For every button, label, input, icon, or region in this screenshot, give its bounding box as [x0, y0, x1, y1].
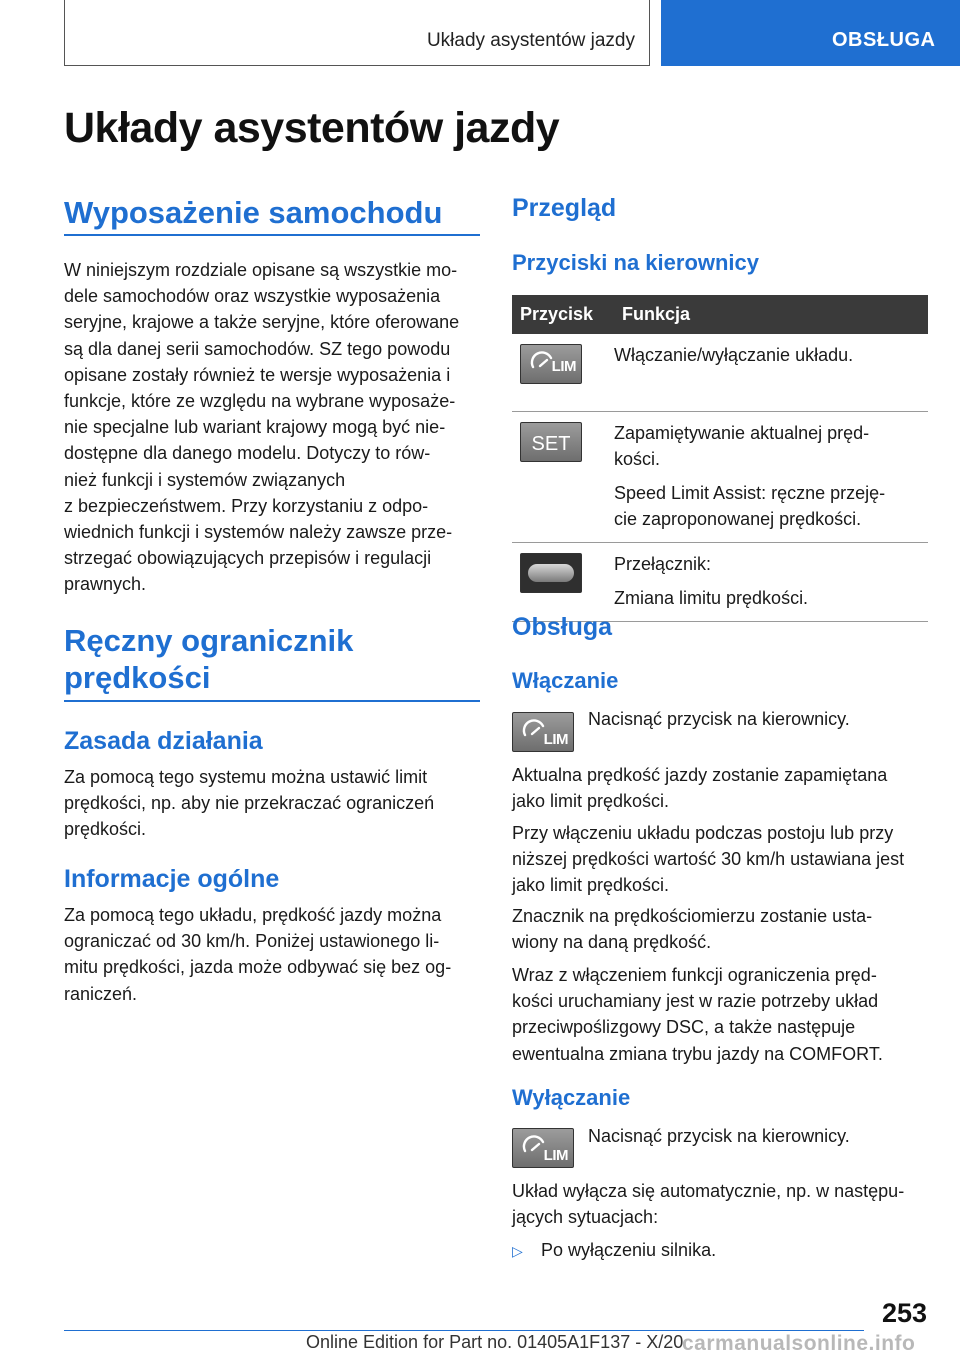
header-section-title: Układy asystentów jazdy [426, 30, 635, 51]
off-instruction: Nacisnąć przycisk na kierownicy. [588, 1126, 850, 1146]
off-heading: Wyłączanie [512, 1085, 631, 1110]
limiter-rule [64, 700, 480, 702]
lim-label: LIM [551, 358, 576, 375]
on-paragraph-3: Znacznik na prędkościomierzu zostanie usta- wiony na daną prędkość. [512, 906, 873, 953]
function-text: Przełącznik: [614, 553, 712, 574]
on-paragraph-2: Przy włączeniu układu podczas postoju lub przy niższej prędkości wartość 30 km/h ustawiana jest jako limit prędkości. [512, 823, 905, 896]
buttons-table [512, 295, 928, 622]
principle-heading: Zasada działania [64, 727, 263, 755]
set-button-icon [520, 422, 582, 462]
lim-button-icon [512, 712, 574, 752]
general-heading: Informacje ogólne [64, 865, 280, 893]
function-text: Włączanie/wyłączanie układu. [614, 345, 854, 365]
footer-edition: Online Edition for Part no. 01405A1F137 - X/20 [306, 1332, 684, 1352]
on-heading: Włączanie [512, 668, 619, 693]
function-text: Zmiana limitu prędkości. [614, 587, 809, 608]
table-row [512, 411, 928, 542]
on-paragraph-4: Wraz z włączeniem funkcji ograniczenia pręd- kości uruchamiany jest w razie potrzeby układ przeciwpoślizgowy DSC, a także następuje ewentualna zmiana trybu jazdy na COMFORT. [512, 965, 883, 1064]
on-paragraph-1: Aktualna prędkość jazdy zostanie zapamiętana jako limit prędkości. [512, 765, 888, 812]
header-frame [64, 0, 650, 66]
footer-rule [64, 1330, 864, 1331]
table-row [512, 334, 928, 411]
lim-label: LIM [543, 1147, 568, 1164]
watermark: carmanualsonline.info [682, 1332, 916, 1355]
equipment-rule [64, 234, 480, 236]
lim-button-icon [512, 1128, 574, 1168]
lim-button-icon [520, 344, 582, 384]
buttons-heading: Przyciski na kierownicy [512, 250, 760, 275]
rocker-bar [528, 564, 574, 582]
on-instruction: Nacisnąć przycisk na kierownicy. [588, 709, 850, 729]
limiter-heading: Ręczny ogranicznik prędkości [64, 623, 354, 695]
table-header-row [512, 295, 928, 334]
operation-heading: Obsługa [512, 613, 613, 641]
general-text: Za pomocą tego układu, prędkość jazdy można ograniczać od 30 km/h. Poniżej ustawionego li- mitu prędkości, jazda może odbywać się bez og- raniczeń. [64, 905, 452, 1004]
page-title: Układy asystentów jazdy [64, 104, 560, 152]
rocker-switch-icon [520, 553, 582, 593]
set-label: SET [531, 432, 571, 455]
overview-heading: Przegląd [512, 194, 617, 222]
function-text: Speed Limit Assist: ręczne przeję- cie zaproponowanej prędkości. [614, 482, 886, 529]
col-button-header: Przycisk [512, 295, 614, 334]
page-number: 253 [881, 1298, 927, 1328]
equipment-heading: Wyposażenie samochodu [64, 195, 443, 230]
off-text: Układ wyłącza się automatycznie, np. w następu- jących sytuacjach: [512, 1181, 905, 1228]
table-row [512, 542, 928, 621]
header-tab-label: OBSŁUGA [832, 29, 936, 51]
list-item-text: Po wyłączeniu silnika. [541, 1240, 717, 1260]
bullet-triangle-icon: ▷ [512, 1243, 523, 1259]
lim-label: LIM [543, 731, 568, 748]
principle-text: Za pomocą tego systemu można ustawić limit prędkości, np. aby nie przekraczać ograniczeń prędkości. [64, 767, 435, 840]
col-function-header: Funkcja [614, 295, 928, 334]
equipment-text: W niniejszym rozdziale opisane są wszystkie mo- dele samochodów oraz wszystkie wyposażenia seryjne, krajowe a także seryjne, które oferowane są dla danej serii samochodów. SZ tego powodu opisane zostały również te wersje wyposażenia i funkcje, które ze względu na wybrane wyposaże- nie specjalne lub wariant krajowy mogą być nie- dostępne dla danego modelu. Dotyczy to rów- nież funkcji i systemów związanych z bezpieczeństwem. Przy korzystaniu z odpo- wiednich funkcji i systemów należy zawsze prze- strzegać obowiązujących przepisów i regulacji prawnych. [64, 260, 460, 595]
function-text: Zapamiętywanie aktualnej pręd- kości. [614, 422, 870, 469]
